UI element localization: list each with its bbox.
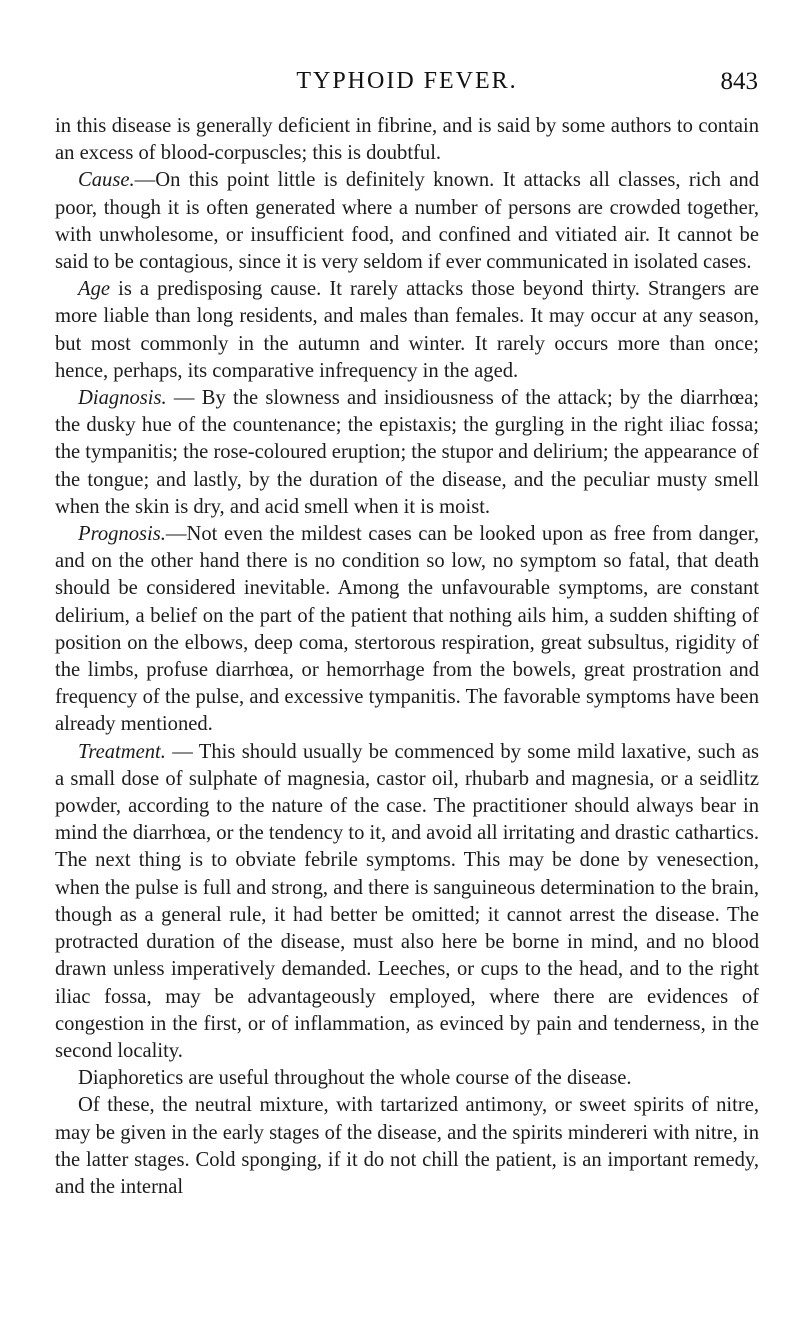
- body-text: [55, 113, 759, 1201]
- paragraph-diaphoretics: [55, 1065, 759, 1092]
- paragraph-text: is a predisposing cause. It rarely attacks those beyond thirty. Strangers are more liable than long residents, and males than females. It may occur at any season, but most commonly in the autumn and winter. It rarely occurs more than once; hence, perhaps, its comparative infrequency in the aged.: [55, 278, 759, 382]
- paragraph-age: [55, 276, 759, 385]
- section-label-prognosis: Prognosis.: [78, 523, 166, 546]
- paragraph-text: — This should usually be commenced by some mild laxative, such as a small dose of sulphate of magnesia, castor oil, rhubarb and magnesia, or a seidlitz powder, according to the nature of the case. The practitioner should always bear in mind the diarrhœa, or the tendency to it, and avoid all irritating and drastic cathartics. The next thing is to obviate febrile symptoms. This may be done by venesection, when the pulse is full and strong, and there is sanguineous determination to the brain, though as a general rule, it had better be omitted; it cannot arrest the disease. The protracted duration of the disease, must also here be borne in mind, and no blood drawn unless imperatively demanded. Leeches, or cups to the head, and to the right iliac fossa, may be advantageously employed, where there are evidences of congestion in the first, or of inflammation, as evinced by pain and tenderness, in the second locality.: [55, 740, 759, 1062]
- paragraph-prognosis: [55, 521, 759, 739]
- paragraph-text: in this disease is generally deficient in fibrine, and is said by some authors to contain an excess of blood-corpuscles; this is doubtful.: [55, 115, 759, 165]
- paragraph-text: Of these, the neutral mixture, with tartarized antimony, or sweet spirits of nitre, may be given in the early stages of the disease, and the spirits mindereri with nitre, in the latter stages. Cold sponging, if it do not chill the patient, is an important remedy, and the internal: [55, 1094, 759, 1198]
- section-label-age: Age: [78, 278, 111, 301]
- running-title: TYPHOID FEVER.: [296, 68, 518, 94]
- paragraph-text: —Not even the mildest cases can be looked upon as free from danger, and on the other hand there is no condition so low, no symptom so fatal, that death should be considered inevitable. Among the unfavourable symptoms, are constant delirium, a belief on the part of the patient that nothing ails him, a sudden shifting of position on the elbows, deep coma, stertorous respiration, great subsultus, rigidity of the limbs, profuse diarrhœa, or hemorrhage from the bowels, great prostration and frequency of the pulse, and excessive tympanitis. The favorable symptoms have been already mentioned.: [55, 523, 759, 736]
- paragraph-treatment: [55, 739, 759, 1065]
- section-label-cause: Cause.: [78, 169, 135, 192]
- paragraph-continuation: [55, 113, 759, 167]
- page-number: 843: [720, 68, 758, 95]
- paragraph-cause: [55, 167, 759, 276]
- paragraph-text: — By the slowness and insidiousness of the attack; by the diarrhœa; the dusky hue of the countenance; the epistaxis; the gurgling in the right iliac fossa; the tympanitis; the rose-coloured eruption; the stupor and delirium; the appearance of the tongue; and lastly, by the duration of the disease, and the peculiar musty smell when the skin is dry, and acid smell when it is moist.: [55, 387, 759, 518]
- section-label-diagnosis: Diagnosis.: [78, 387, 167, 410]
- paragraph-diagnosis: [55, 385, 759, 521]
- running-head: [56, 68, 758, 102]
- paragraph-text: —On this point little is definitely known. It attacks all classes, rich and poor, though it is often generated where a number of persons are crowded together, with unwholesome, or insufficient food, and confined and vitiated air. It cannot be said to be contagious, since it is very seldom if ever communicated in isolated cases.: [55, 169, 759, 274]
- section-label-treatment: Treatment.: [78, 740, 166, 763]
- paragraph-remedies: [55, 1092, 759, 1201]
- paragraph-text: Diaphoretics are useful throughout the whole course of the disease.: [78, 1067, 632, 1090]
